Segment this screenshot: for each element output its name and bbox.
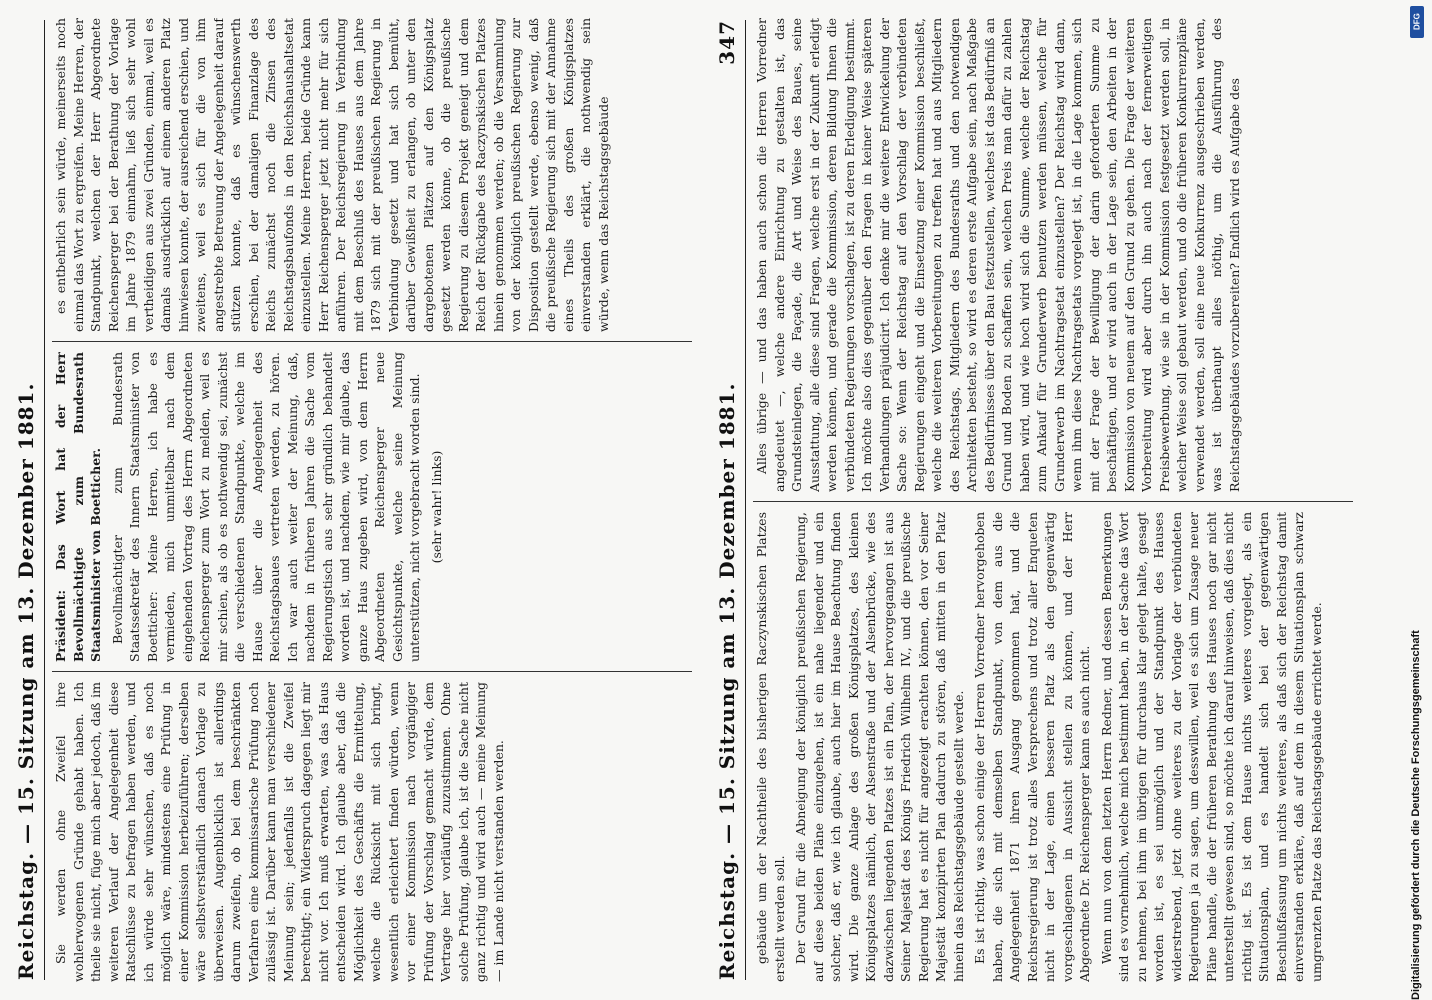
left-page-column-2 [52, 352, 692, 662]
paragraph: Sie werden ohne Zweifel ihre wohlerwogenen Gründe gehabt haben. Ich theile sie nicht, füge mich aber jedoch, daß im weiteren Verlauf der Angelegenheit diese Ratschlüsse zu befragen haben werden, und ich würde sehr wünschen, daß es noch möglich wäre, mindestens eine Prüfung in einer Kommission herbeizuführen; derselben wäre selbstverständlich danach Vorlage zu überweisen. Augenblicklich ist allerdings darum zweifeln, ob bei dem beschränkten Verfahren eine kommissarische Prüfung noch zulässig ist. Darüber kann man verschiedener Meinung sein; jedenfalls ist die Zweifel berechtigt; ein Widerspruch dagegen liegt mir nicht vor. Ich muß erwarten, was das Haus entscheiden wird. Ich glaube aber, daß die Möglichkeit des Geschäfts die Ermittelung, welche die Rücksicht mit sich bringt, wesentlich erleichtert finden würden, wenn vor einer Kommission nach vorgängiger Prüfung der Vorschlag gemacht würde, dem Vertrage hier vorläufig zuzustimmen. Ohne solche Prüfung, glaube ich, ist die Sache nicht ganz richtig und wird auch — meine Meinung — im Lande nicht verstanden werden. [53, 682, 506, 982]
left-page [0, 0, 700, 1000]
paragraph: Alles übrige — und das haben auch schon die Herren Vorredner angedeutet —, welche andere Einrichtung zu gestalten ist, das Grundsteinlegen, die Façade, die Art und Weise des Baues, seine Ausstattung, alle diese sind Fragen, welche erst in der Zukunft erledigt werden können, und gerade die Kommission, deren Bildung Ihnen die verbündeten Regierungen vorschlagen, ist zu deren Erledigung bestimmt. Ich möchte also dies gegenüber den Fragen in keiner Weise späteren Verhandlungen präjudicirt. Ich denke mir die weitere Entwickelung der Sache so: Wenn der Reichstag auf den Vorschlag der verbündeten Regierungen eingeht und die Einsetzung einer Kommission beschließt, welche die weiteren Vorbereitungen zu treffen hat und aus Mitgliedern des Reichstags, Mitgliedern des Bundesraths und den notwendigen Architekten besteht, so wird es deren erste Aufgabe sein, nach Maßgabe des Bedürfnisses über den Bau festzustellen, welches ist das Bedürfniß an Grund und Boden zu schaffen sein, welchen Preis man dafür zu zahlen haben wird, und wie hoch wird sich die Summe, welche der Reichstag zum Ankauf für Grunderwerb benutzen werden müssen, welche für Grunderwerb im Nachtragsetat einzustellen? Der Reichstag wird dann, wenn ihm diese Nachtragsetats vorgelegt ist, in die Lage kommen, sich mit der Frage der Bewilligung der darin geforderten Summe zu beschäftigen, und er wird auch in der Lage sein, den Arbeiten in der Kommission von neuem auf den Grund zu gehen. Die Frage der weiteren Vorbereitung wird aber durch ihn auch nach der fernerweitigen Preisbewerbung, wie sie in der Kommission festgesetzt werden soll, in welcher Weise soll gebaut werden, und ob die früheren Konkurrenzpläne verwendet werden, soll eine neue Konkurrenz ausgeschrieben werden, was ist überhaupt alles nöthig, um die Ausführung des Reichstagsgebäudes vorzubereiten? Endlich wird es Aufgabe des [754, 18, 1242, 492]
digitization-credit: Digitalisierung gefördert durch die Deutsche Forschungsgemeinschaft [1410, 630, 1422, 1000]
left-page-column-3 [52, 18, 692, 332]
left-page-header [8, 20, 45, 980]
paragraph: Es ist richtig, was schon einige der Herren Vorredner hervorgehoben haben, die sich mit demselben Standpunkt, von dem aus die Angelegenheit 1871 ihren Ausgang genommen hat, und die Reichsregierung ist trotz alles Versprechens und trotz aller Enqueten nicht in der Lage, einen besseren Platz als den gegenwärtig vorgeschlagenen in Aussicht stellen zu können, und der Herr Abgeordnete Dr. Reichensperger kann es auch nicht. [972, 512, 1092, 982]
right-page [705, 0, 1405, 1000]
column-divider [52, 341, 692, 342]
right-page-column-2 [753, 18, 1353, 492]
paragraph: es entbehrlich sein würde, meinerseits noch einmal das Wort zu ergreifen. Meine Herren, der Standpunkt, welchen der Herr Abgeordnete Reichensperger bei der Berathung der Vorlage im Jahre 1879 einnahm, ließ sich sehr wohl vertheidigen aus zwei Gründen, einmal, weil es damals ausdrücklich auf einem anderen Platz hinwiesen konnte, der ausreichend erschien, und zweitens, weil es sich für die von ihm angestrebte Betreuung der Angelegenheit darauf stützen konnte, daß es wünschenswerth erschien, bei der damaligen Finanzlage des Reichs zunächst noch die Zinsen des Reichstagsbaufonds in den Reichshaushaltsetat einzustellen. Meine Herren, beide Gründe kann Herr Reichensperger jetzt nicht mehr für sich anführen. Der Reichsregierung in Verbindung mit dem Beschluß des Hauses aus dem Jahre 1879 sich mit der preußischen Regierung in Verbindung gesetzt und hat sich bemüht, darüber Gewißheit zu erlangen, ob unter den dargebotenen Plätzen auf den Königsplatz gesetzt werden könne, ob die preußische Regierung zu diesem Projekt geneigt und dem Reich der Rückgabe des Raczynskischen Platzes hinein genommen werden; ob die Versammlung von der königlich preußischen Regierung zur Disposition gestellt werde, ebenso wenig, daß die preußische Regierung sich mit der Annahme eines Theils des großen Königsplatzes einverstanden erklärt, die nothwendig sein würde, wenn das Reichstagsgebäude [53, 18, 611, 332]
left-page-header-title: Reichstag. — 15. Sitzung am 13. Dezember 1881. [14, 382, 38, 980]
dfg-logo-badge: DFG [1410, 6, 1424, 38]
paragraph: gebäude um der Nachtheile des bisherigen Raczynskischen Platzes erstellt werden soll. [754, 512, 787, 982]
right-page-header-title: Reichstag. — 15. Sitzung am 13. Dezember 1881. [715, 382, 739, 980]
paragraph: Bevollmächtigter zum Bundesrath Staatssekretär des Innern Staatsminister von Boetticher: Meine Herren, ich habe es vermieden, mich unmittelbar nach dem eingehenden Vortrag des Herrn Abgeordneten Reichensperger zum Wort zu melden, weil es mir schien, als ob es nothwendig sei, zunächst die verschiedenen Standpunkte, welche im Hause über die Angelegenheit des Reichstagsbaues vertreten werden, zu hören. Ich war auch weiter der Meinung, daß, nachdem in früheren Jahren die Sache vom Regierungstisch aus sehr gründlich behandelt worden ist, und nachdem, wie mir glaube, das ganze Haus zugeben wird, von dem Herrn Abgeordneten Reichensperger neue Gesichtspunkte, welche seine Meinung unterstützen, nicht vorgebracht worden sind. [109, 352, 422, 662]
paragraph: Wenn nun von dem letzten Herrn Redner, und dessen Bemerkungen sind es vornehmlich, welche mich bestimmt haben, in der Sache das Wort zu nehmen, bei ihm im übrigen für durchaus klar gelegt halte, gesagt worden ist, es sei unmöglich und der Standpunkt des Hauses widerstrebend, jetzt ohne weiteres zu der Vorlage der verbündeten Regierungen ja zu sagen, um desswillen, weil es sich um Zusage neuer Pläne handle, die der früheren Berathung des Hauses noch gar nicht unterstellt gewesen sind, so möchte ich darauf hinweisen, daß dies nicht richtig ist. Es ist dem Hause nichts weiteres vorgelegt, als ein Situationsplan, und es handelt sich bei der gegenwärtigen Beschlußfassung um nichts weiteres, als daß sich der Reichstag damit einverstanden erkläre, daß auf dem in diesem Situationsplan schwarz umgrenzten Platze das Reichstagsgebäude errichtet werde. [1098, 512, 1324, 982]
interjection: (sehr wahr! links) [428, 450, 444, 564]
right-page-number: 347 [715, 20, 739, 65]
column-divider [753, 501, 1353, 502]
right-page-column-1 [753, 512, 1353, 982]
column-divider [52, 671, 692, 672]
speaker-paragraph: Präsident: Das Wort hat der Herr Bevollmächtigte zum Bundesrath Staatsminister von Boetticher. [53, 352, 103, 662]
left-page-column-1 [52, 682, 692, 982]
paragraph: Der Grund für die Abneigung der königlich preußischen Regierung, auf diese beiden Pläne einzugehen, ist ein nahe liegender und ein solcher, daß er, wie ich glaube, auch hier im Hause Beachtung finden wird. Die ganze Anlage des großen Königsplatzes, des kleinen Königsplatzes nämlich, der Alsenstraße und der Alsenbrücke, wie des dazwischen liegenden Platzes ist ein Plan, der hervorgegangen ist aus Seiner Majestät des Königs Friedrich Wilhelm IV., und die preußische Regierung hat es nicht für angezeigt erachten können, den vor Seiner Majestät konzipirten Plan dadurch zu stören, daß mitten in den Platz hinein das Reichstagsgebäude gestellt werde. [793, 512, 966, 982]
right-page-header [709, 20, 746, 980]
